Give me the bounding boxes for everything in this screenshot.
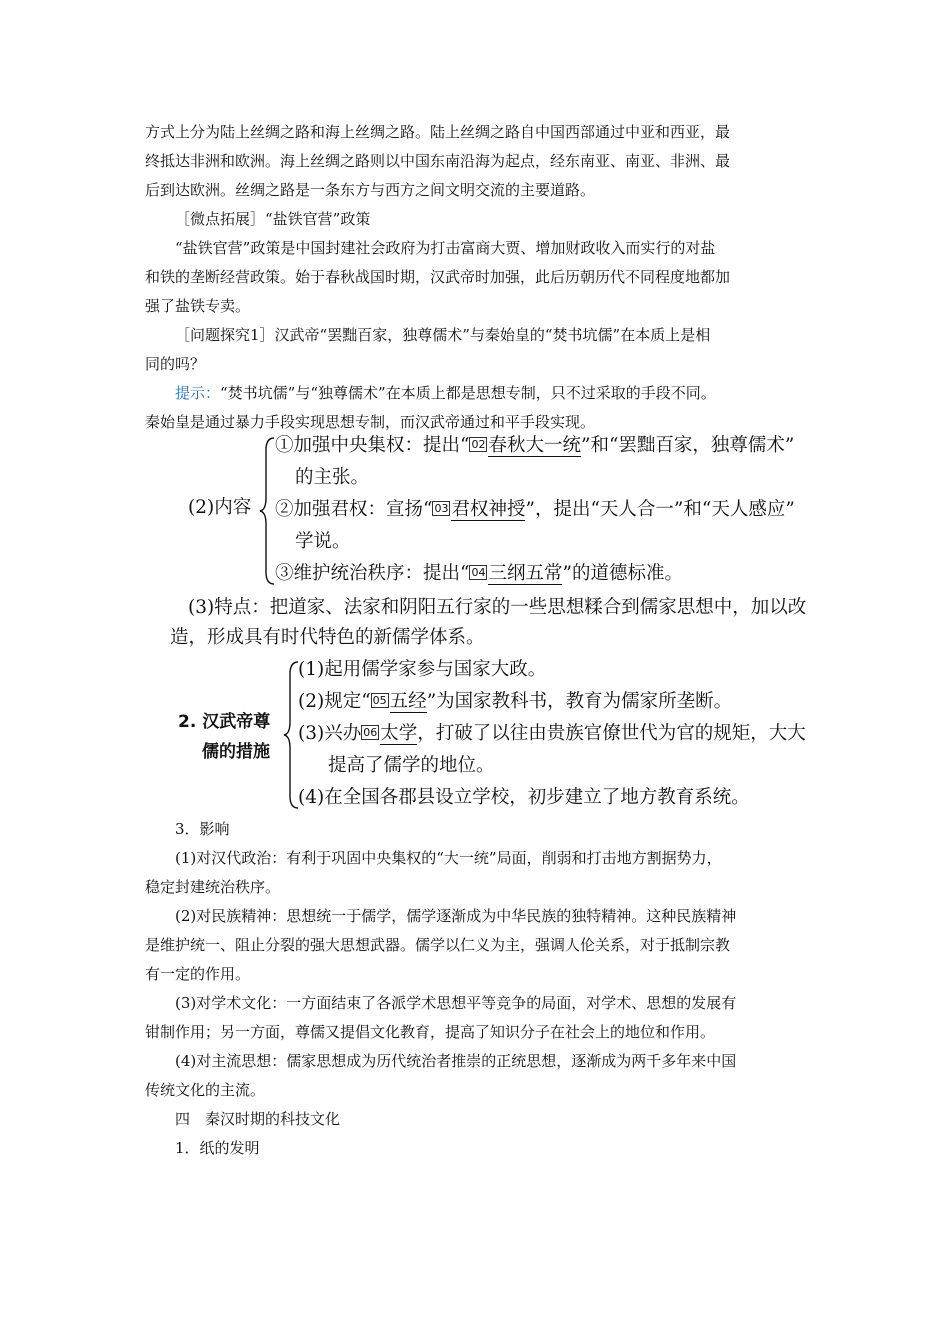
influence-title: 3．影响 <box>175 820 230 838</box>
content-item-3: ③维护统治秩序：提出“ 04 三纲五常”的道德标准。 <box>275 563 683 584</box>
hint-line: 秦始皇是通过暴力手段实现思想专制，而汉武帝通过和平手段实现。 <box>145 413 596 431</box>
measure-item-2: (2)规定“ 05 五经”为国家教科书，教育为儒家所垄断。 <box>298 691 733 712</box>
text-line: 方式上分为陆上丝绸之路和海上丝绸之路。陆上丝绸之路自中国西部通过中亚和西亚，最 <box>145 123 731 141</box>
content-item-2: ②加强君权：宣扬“ 03 君权神授”，提出“天人合一”和“天人感应” <box>275 499 795 520</box>
measures-label: 2. 汉武帝尊 <box>178 712 271 732</box>
text-line: 强了盐铁专卖。 <box>145 297 251 315</box>
text-line: 有一定的作用。 <box>145 965 251 983</box>
hint-line: 提示：“焚书坑儒”与“独尊儒术”在本质上都是思想专制，只不过采取的手段不同。 <box>175 384 716 402</box>
hint-label: 提示： <box>175 384 221 402</box>
measures-label: 儒的措施 <box>202 742 270 762</box>
text-line: (1)对汉代政治：有利于巩固中央集权的“大一统”局面，削弱和打击地方割据势力， <box>175 849 722 867</box>
question-line: 同的吗？ <box>145 355 206 373</box>
question-line: ［问题探究1］汉武帝“罢黜百家，独尊儒术”与秦始皇的“焚书坑儒”在本质上是相 <box>175 326 711 344</box>
text-line: (3)对学术文化：一方面结束了各派学术思想平等竞争的局面，对学术、思想的发展有 <box>175 994 737 1012</box>
measure-item-3: (3)兴办 06 太学，打破了以往由贵族官僚世代为官的规矩，大大 <box>298 723 806 744</box>
text-line: 稳定封建统治秩序。 <box>145 878 281 896</box>
features-line: (3)特点：把道家、法家和阴阳五行家的一些思想糅合到儒家思想中，加以改 <box>188 597 807 618</box>
text-line: 传统文化的主流。 <box>145 1081 266 1099</box>
text-line: “盐铁官营”政策是中国封建社会政府为打击富商大贾、增加财政收入而实行的对盐 <box>175 239 716 257</box>
expand-title: ［微点拓展］“盐铁官营”政策 <box>175 210 371 228</box>
text-line: 钳制作用；另一方面，尊儒又提倡文化教育，提高了知识分子在社会上的地位和作用。 <box>145 1023 716 1041</box>
content-item-1: ①加强中央集权：提出“ 02 春秋大一统”和“罢黜百家，独尊儒术” <box>275 435 795 456</box>
measure-item-1: (1)起用儒学家参与国家大政。 <box>298 659 547 680</box>
content-item-1-cont: 的主张。 <box>295 467 370 488</box>
text-line: 终抵达非洲和欧洲。海上丝绸之路则以中国东南沿海为起点，经东南亚、南亚、非洲、最 <box>145 152 731 170</box>
measure-item-3-cont: 提高了儒学的地位。 <box>328 755 495 776</box>
measure-item-4: (4)在全国各郡县设立学校，初步建立了地方教育系统。 <box>298 787 750 808</box>
brace-icon <box>258 436 276 586</box>
text-line: (2)对民族精神：思想统一于儒学，儒学逐渐成为中华民族的独特精神。这种民族精神 <box>175 907 737 925</box>
content-label: (2)内容 <box>188 497 252 518</box>
text-line: (4)对主流思想：儒家思想成为历代统治者推崇的正统思想，逐渐成为两千多年来中国 <box>175 1052 737 1070</box>
section-title: 四 秦汉时期的科技文化 <box>175 1110 341 1128</box>
text-line: 是维护统一、阻止分裂的强大思想武器。儒学以仁义为主，强调人伦关系，对于抵制宗教 <box>145 936 731 954</box>
section-item: 1．纸的发明 <box>175 1139 260 1157</box>
text-line: 和铁的垄断经营政策。始于春秋战国时期，汉武帝时加强，此后历朝历代不同程度地都加 <box>145 268 731 286</box>
features-line: 造，形成具有时代特色的新儒学体系。 <box>170 627 485 648</box>
text-line: 后到达欧洲。丝绸之路是一条东方与西方之间文明交流的主要道路。 <box>145 181 596 199</box>
content-item-2-cont: 学说。 <box>295 531 351 552</box>
